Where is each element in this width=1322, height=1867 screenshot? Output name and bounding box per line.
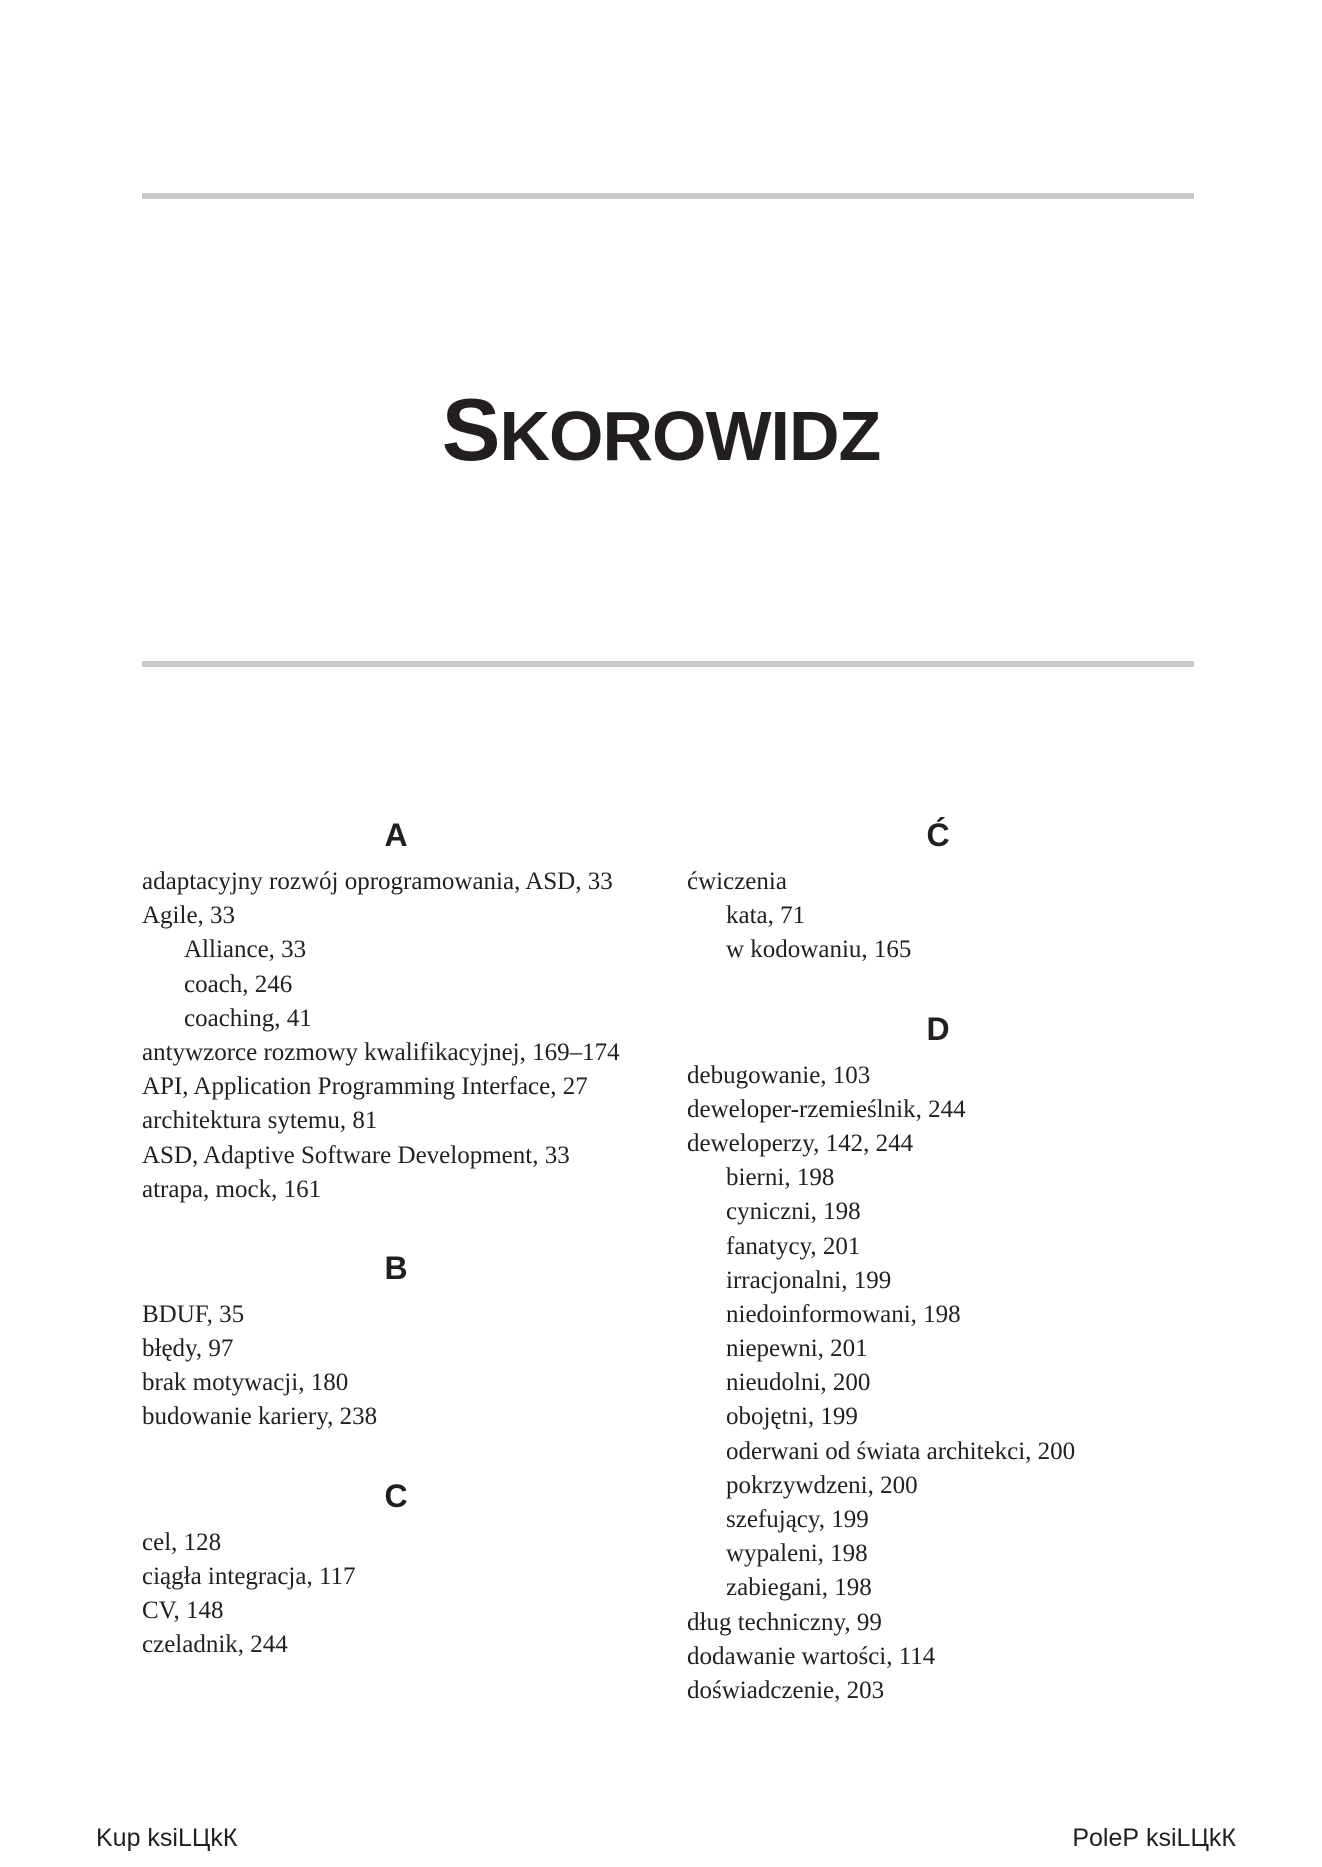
- index-subentry: cyniczni, 198: [726, 1198, 861, 1226]
- top-rule: [142, 193, 1194, 199]
- index-section: [142, 1238, 662, 1435]
- index-entry: atrapa, mock, 161: [142, 1175, 322, 1203]
- index-subentry: bierni, 198: [726, 1164, 835, 1192]
- index-section: [142, 1466, 662, 1663]
- index-entry: cel, 128: [142, 1528, 222, 1556]
- index-subentry: coaching, 41: [184, 1004, 312, 1032]
- footer-buy-link[interactable]: Kup ksiLЦkК: [96, 1824, 238, 1852]
- index-entry: czeladnik, 244: [142, 1631, 288, 1659]
- index-entry: doświadczenie, 203: [687, 1676, 885, 1704]
- index-subentry: wypaleni, 198: [726, 1540, 868, 1568]
- index-entry: ciągła integracja, 117: [142, 1562, 356, 1590]
- index-entry: architektura sytemu, 81: [142, 1107, 378, 1135]
- index-entry: dług techniczny, 99: [687, 1608, 882, 1636]
- index-entry: dodawanie wartości, 114: [687, 1642, 936, 1670]
- index-column-right: [687, 805, 1207, 1739]
- index-subentry: pokrzywdzeni, 200: [726, 1471, 918, 1499]
- index-entry: Agile, 33: [142, 902, 236, 930]
- index-subentry: irracjonalni, 199: [726, 1266, 892, 1294]
- index-entry: debugowanie, 103: [687, 1061, 871, 1089]
- section-letter: D: [926, 1010, 950, 1047]
- index-section: [687, 805, 1207, 968]
- index-entry: adaptacyjny rozwój oprogramowania, ASD, 33: [142, 868, 613, 895]
- index-subentry: szefujący, 199: [726, 1506, 869, 1533]
- bottom-rule: [142, 661, 1194, 667]
- index-entry: błędy, 97: [142, 1335, 234, 1363]
- index-subentry: nieudolni, 200: [726, 1369, 871, 1397]
- index-subentry: Alliance, 33: [184, 936, 307, 964]
- index-entry: CV, 148: [142, 1597, 224, 1624]
- section-letter: A: [384, 817, 408, 853]
- index-entry: BDUF, 35: [142, 1300, 245, 1328]
- index-subentry: fanatycy, 201: [726, 1232, 861, 1260]
- section-letter: C: [384, 1477, 408, 1514]
- index-entry: brak motywacji, 180: [142, 1369, 349, 1397]
- index-subentry: w kodowaniu, 165: [726, 936, 912, 964]
- section-letter: Ć: [926, 817, 950, 853]
- title-initial: S: [441, 380, 500, 479]
- index-section: [687, 999, 1207, 1709]
- index-subentry: oderwani od świata architekci, 200: [726, 1437, 1076, 1465]
- index-subentry: obojętni, 199: [726, 1403, 858, 1431]
- index-entry: API, Application Programming Interface, 27: [142, 1073, 588, 1101]
- index-section: [142, 805, 662, 1207]
- page-title: [0, 380, 1322, 486]
- index-subentry: niedoinformowani, 198: [726, 1300, 961, 1328]
- index-subentry: coach, 246: [184, 970, 293, 998]
- index-subentry: kata, 71: [726, 902, 806, 930]
- index-entry: ćwiczenia: [687, 868, 787, 895]
- footer-recommend-link[interactable]: PoleР ksiLЦkК: [1072, 1824, 1236, 1852]
- index-subentry: niepewni, 201: [726, 1335, 868, 1363]
- index-entry: deweloper-rzemieślnik, 244: [687, 1095, 966, 1123]
- section-letter: B: [384, 1249, 408, 1286]
- index-column-left: [142, 805, 662, 1693]
- index-entry: budowanie kariery, 238: [142, 1403, 378, 1431]
- index-entry: ASD, Adaptive Software Development, 33: [142, 1141, 570, 1169]
- index-entry: deweloperzy, 142, 244: [687, 1129, 914, 1157]
- index-entry: antywzorce rozmowy kwalifikacyjnej, 169–174: [142, 1038, 620, 1066]
- title-rest: KOROWIDZ: [499, 397, 881, 475]
- index-subentry: zabiegani, 198: [726, 1574, 872, 1602]
